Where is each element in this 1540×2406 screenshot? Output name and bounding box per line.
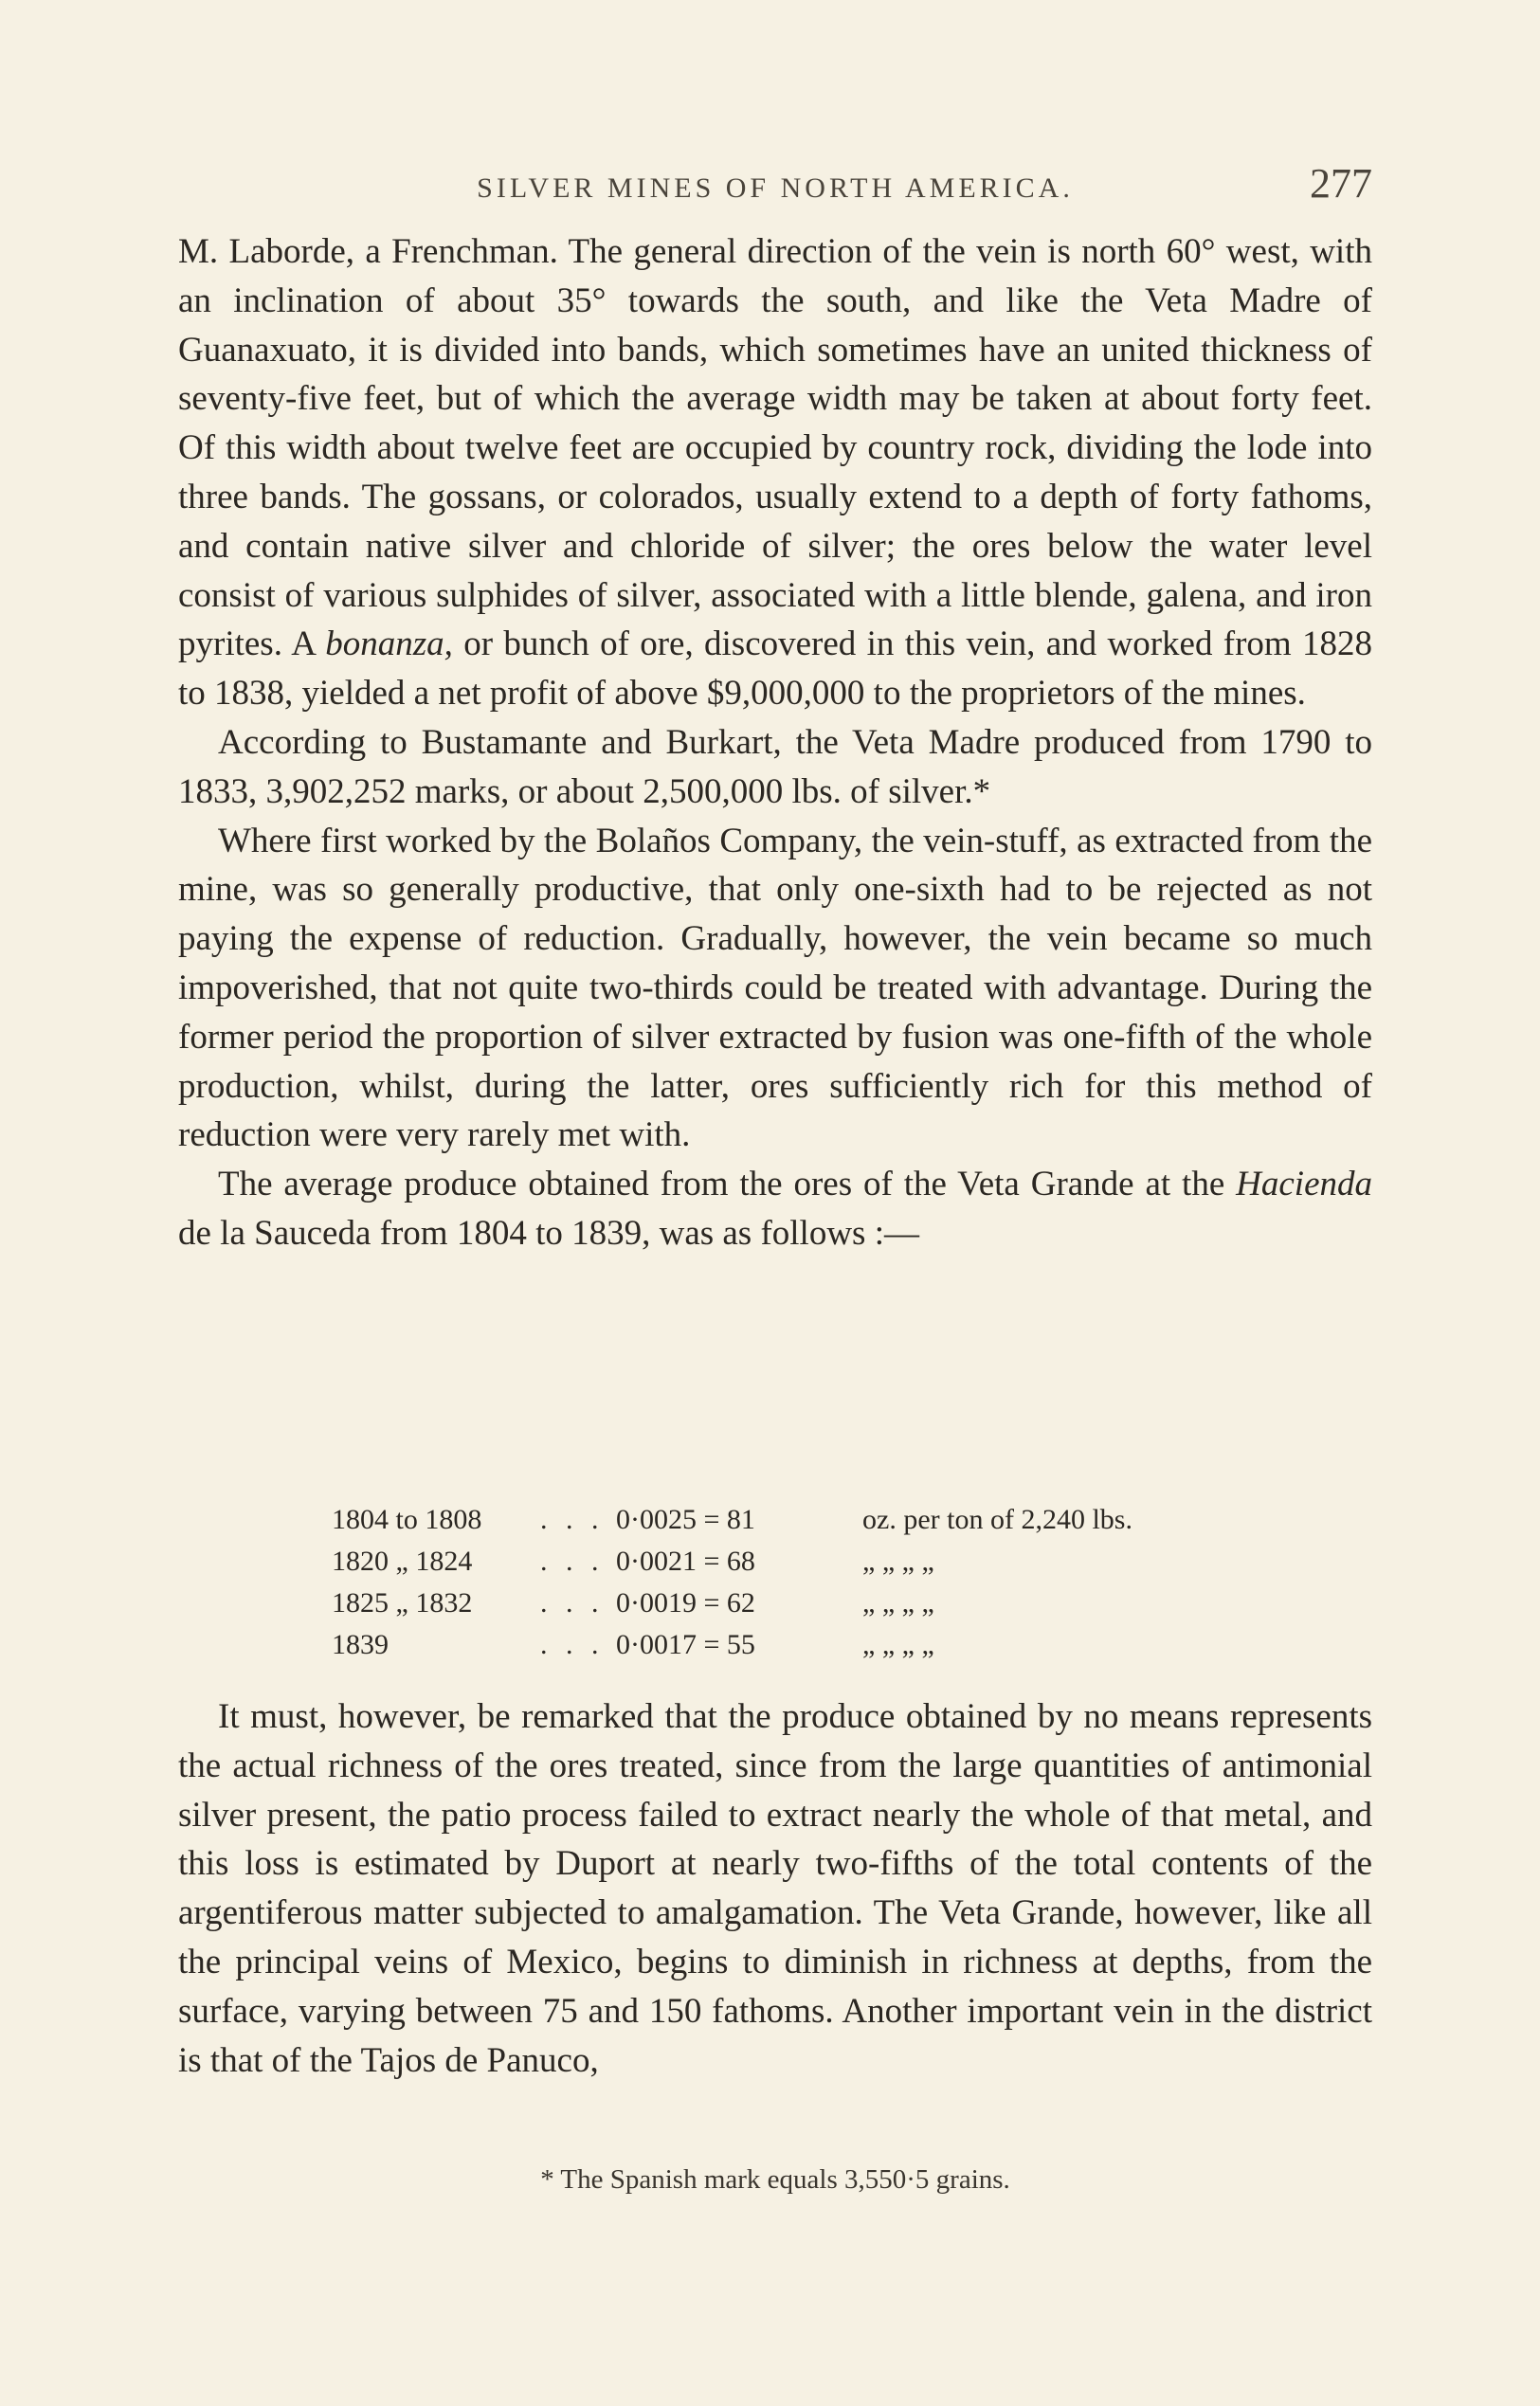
period-cell: 1820 „ 1824 (332, 1546, 473, 1577)
value-cell: 0·0025 = 81 (616, 1504, 755, 1535)
unit-cell: „ „ „ „ (862, 1546, 934, 1577)
paragraph-3: Where first worked by the Bolaños Company, the vein-stuff, as extracted from the mine, was so generally productive, that only one-sixth had to be rejected as not paying the expense of reduction. Gradually, however, the vein became so much impoverished, that not quite two-thirds could be treated with advantage. During the former period the proportion of silver extracted by fusion was one-fifth of the whole production, whilst, during the latter, ores sufficiently rich for this method of reduction were very rarely met with. (178, 821, 1372, 1155)
value-cell: 0·0017 = 55 (616, 1629, 755, 1660)
period-cell: 1825 „ 1832 (332, 1587, 473, 1619)
paragraph-4: The average produce obtained from the ores of the Veta Grande at the Hacienda de la Sauceda from 1804 to 1839, was as follows :— (178, 1165, 1372, 1253)
dots-cell: . . . (540, 1504, 605, 1535)
paragraph-1: M. Laborde, a Frenchman. The general direction of the vein is north 60° west, with an inclination of about 35° towards the south, and like the Veta Madre of Guanaxuato, it is divided into bands, which sometimes have an united thickness of seventy-five feet, but of which the average width may be taken at about forty feet. Of this width about twelve feet are occupied by country rock, dividing the lode into three bands. The gossans, or colorados, usually extend to a depth of forty fathoms, and contain native silver and chloride of silver; the ores below the water level consist of various sulphides of silver, associated with a little blende, galena, and iron pyrites. A bonanza, or bunch of ore, discovered in this vein, and worked from 1828 to 1838, yielded a net profit of above $9,000,000 to the proprietors of the mines. (178, 232, 1373, 714)
period-cell: 1839 (332, 1629, 389, 1660)
page-number: 277 (1310, 160, 1372, 207)
unit-cell: „ „ „ „ (862, 1587, 934, 1619)
period-cell: 1804 to 1808 (332, 1504, 482, 1535)
paragraph-5: It must, however, be remarked that the produce obtained by no means represents the actual richness of the ores treated, since from the large quantities of antimonial silver present, the patio process failed to extract nearly the whole of that metal, and this loss is estimated by Duport at nearly two-fifths of the total contents of the argentiferous matter subjected to amalgamation. The Veta Grande, however, like all the principal veins of Mexico, begins to diminish in richness at depths, from the surface, varying between 75 and 150 fathoms. Another important vein in the district is that of the Tajos de Panuco, (178, 1697, 1372, 2080)
body-text-continued (178, 1692, 1372, 2085)
paragraph-2: According to Bustamante and Burkart, the Veta Madre produced from 1790 to 1833, 3,902,252 marks, or about 2,500,000 lbs. of silver.* (178, 722, 1372, 811)
dots-cell: . . . (540, 1629, 605, 1660)
produce-table (332, 1499, 1223, 1666)
table-row (332, 1541, 1223, 1583)
running-title: SILVER MINES OF NORTH AMERICA. (477, 172, 1074, 204)
table-row (332, 1624, 1223, 1666)
italic-hacienda: Hacienda (1236, 1165, 1372, 1204)
table-row (332, 1499, 1223, 1541)
unit-cell: „ „ „ „ (862, 1629, 934, 1660)
footnote: * The Spanish mark equals 3,550·5 grains. (540, 2164, 1010, 2195)
page-header (178, 159, 1372, 216)
body-text (178, 227, 1372, 1258)
unit-cell: oz. per ton of 2,240 lbs. (862, 1504, 1132, 1535)
value-cell: 0·0019 = 62 (616, 1587, 755, 1619)
value-cell: 0·0021 = 68 (616, 1546, 755, 1577)
dots-cell: . . . (540, 1546, 605, 1577)
dots-cell: . . . (540, 1587, 605, 1619)
table-row (332, 1583, 1223, 1624)
italic-bonanza: bonanza, (325, 624, 453, 664)
